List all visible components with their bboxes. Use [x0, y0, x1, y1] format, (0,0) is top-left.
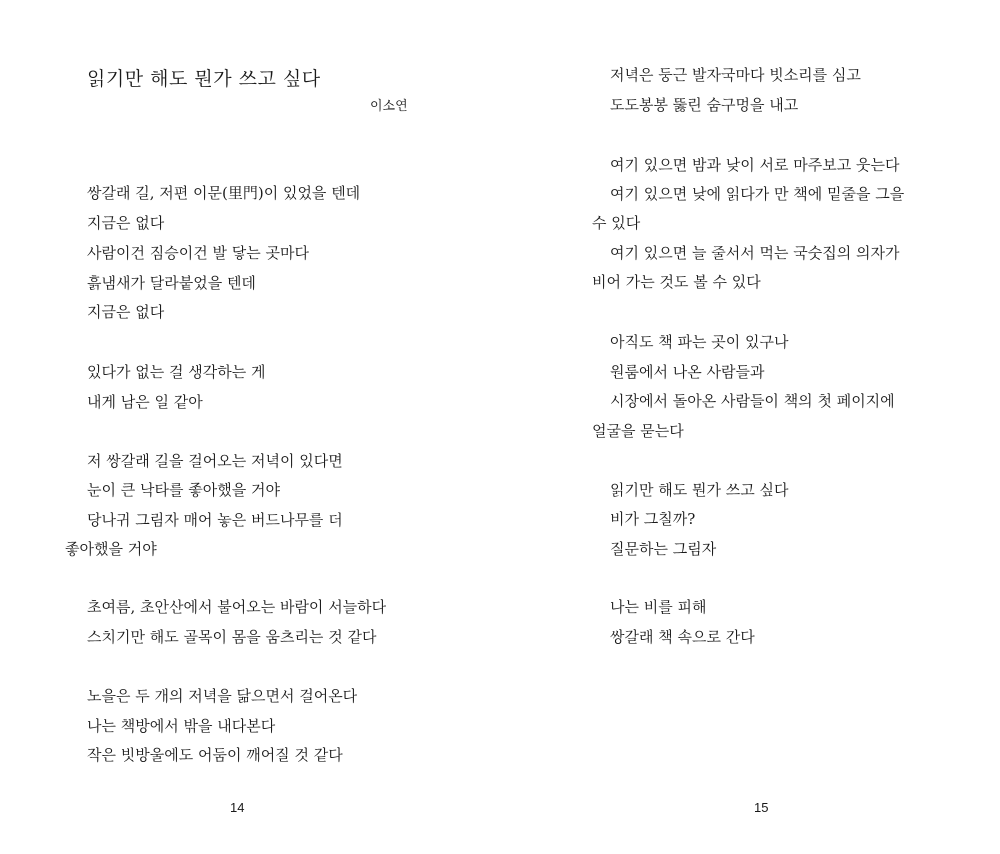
poem-line: 있다가 없는 걸 생각하는 게	[87, 363, 266, 381]
poem-line: 읽기만 해도 뭔가 쓰고 싶다	[610, 481, 789, 499]
poem-line: 쌍갈래 책 속으로 간다	[610, 628, 755, 646]
poem-line: 쌍갈래 길, 저편 이문(里門)이 있었을 텐데	[87, 184, 361, 202]
author-name: 이소연	[370, 99, 408, 114]
poem-line: 원룸에서 나온 사람들과	[610, 363, 765, 381]
poem-line: 사람이건 짐승이건 발 닿는 곳마다	[87, 244, 309, 262]
poem-line: 도도봉봉 뚫린 숨구멍을 내고	[610, 96, 799, 114]
poem-line: 여기 있으면 늘 줄서서 먹는 국숫집의 의자가	[610, 244, 900, 262]
poem-line: 내게 남은 일 같아	[87, 393, 203, 411]
poem-line: 여기 있으면 낮에 읽다가 만 책에 밑줄을 그을	[610, 185, 905, 203]
poem-line: 당나귀 그림자 매어 놓은 버드나무를 더	[87, 511, 343, 529]
poem-line: 노을은 두 개의 저녁을 닮으면서 걸어온다	[87, 687, 358, 705]
poem-line: 좋아했을 거야	[65, 540, 157, 558]
poem-line: 눈이 큰 낙타를 좋아했을 거야	[87, 481, 280, 499]
poem-line: 저녁은 둥근 발자국마다 빗소리를 심고	[610, 66, 861, 84]
right-page	[500, 0, 1000, 854]
poem-line: 아직도 책 파는 곳이 있구나	[610, 333, 789, 351]
poem-line: 여기 있으면 밤과 낮이 서로 마주보고 웃는다	[610, 156, 900, 174]
poem-title: 읽기만 해도 뭔가 쓰고 싶다	[87, 68, 321, 90]
poem-line: 저 쌍갈래 길을 걸어오는 저녁이 있다면	[87, 452, 343, 470]
poem-line: 질문하는 그림자	[610, 540, 717, 558]
poem-line: 스치기만 해도 골목이 몸을 움츠리는 것 같다	[87, 628, 377, 646]
poem-line: 수 있다	[592, 214, 641, 232]
poem-line: 작은 빗방울에도 어둠이 깨어질 것 같다	[87, 746, 343, 764]
poem-line: 흙냄새가 달라붙었을 텐데	[87, 274, 256, 292]
poem-line: 지금은 없다	[87, 214, 165, 232]
poem-line: 시장에서 돌아온 사람들이 책의 첫 페이지에	[610, 392, 895, 410]
poem-line: 비어 가는 것도 볼 수 있다	[592, 273, 761, 291]
page-number: 15	[754, 800, 769, 815]
poem-line: 나는 비를 피해	[610, 598, 707, 616]
poem-line: 나는 책방에서 밖을 내다본다	[87, 717, 276, 735]
poem-line: 지금은 없다	[87, 303, 165, 321]
page-number: 14	[230, 800, 245, 815]
poem-line: 얼굴을 묻는다	[592, 422, 684, 440]
poem-line: 초여름, 초안산에서 불어오는 바람이 서늘하다	[87, 598, 387, 616]
poem-line: 비가 그칠까?	[610, 510, 696, 528]
